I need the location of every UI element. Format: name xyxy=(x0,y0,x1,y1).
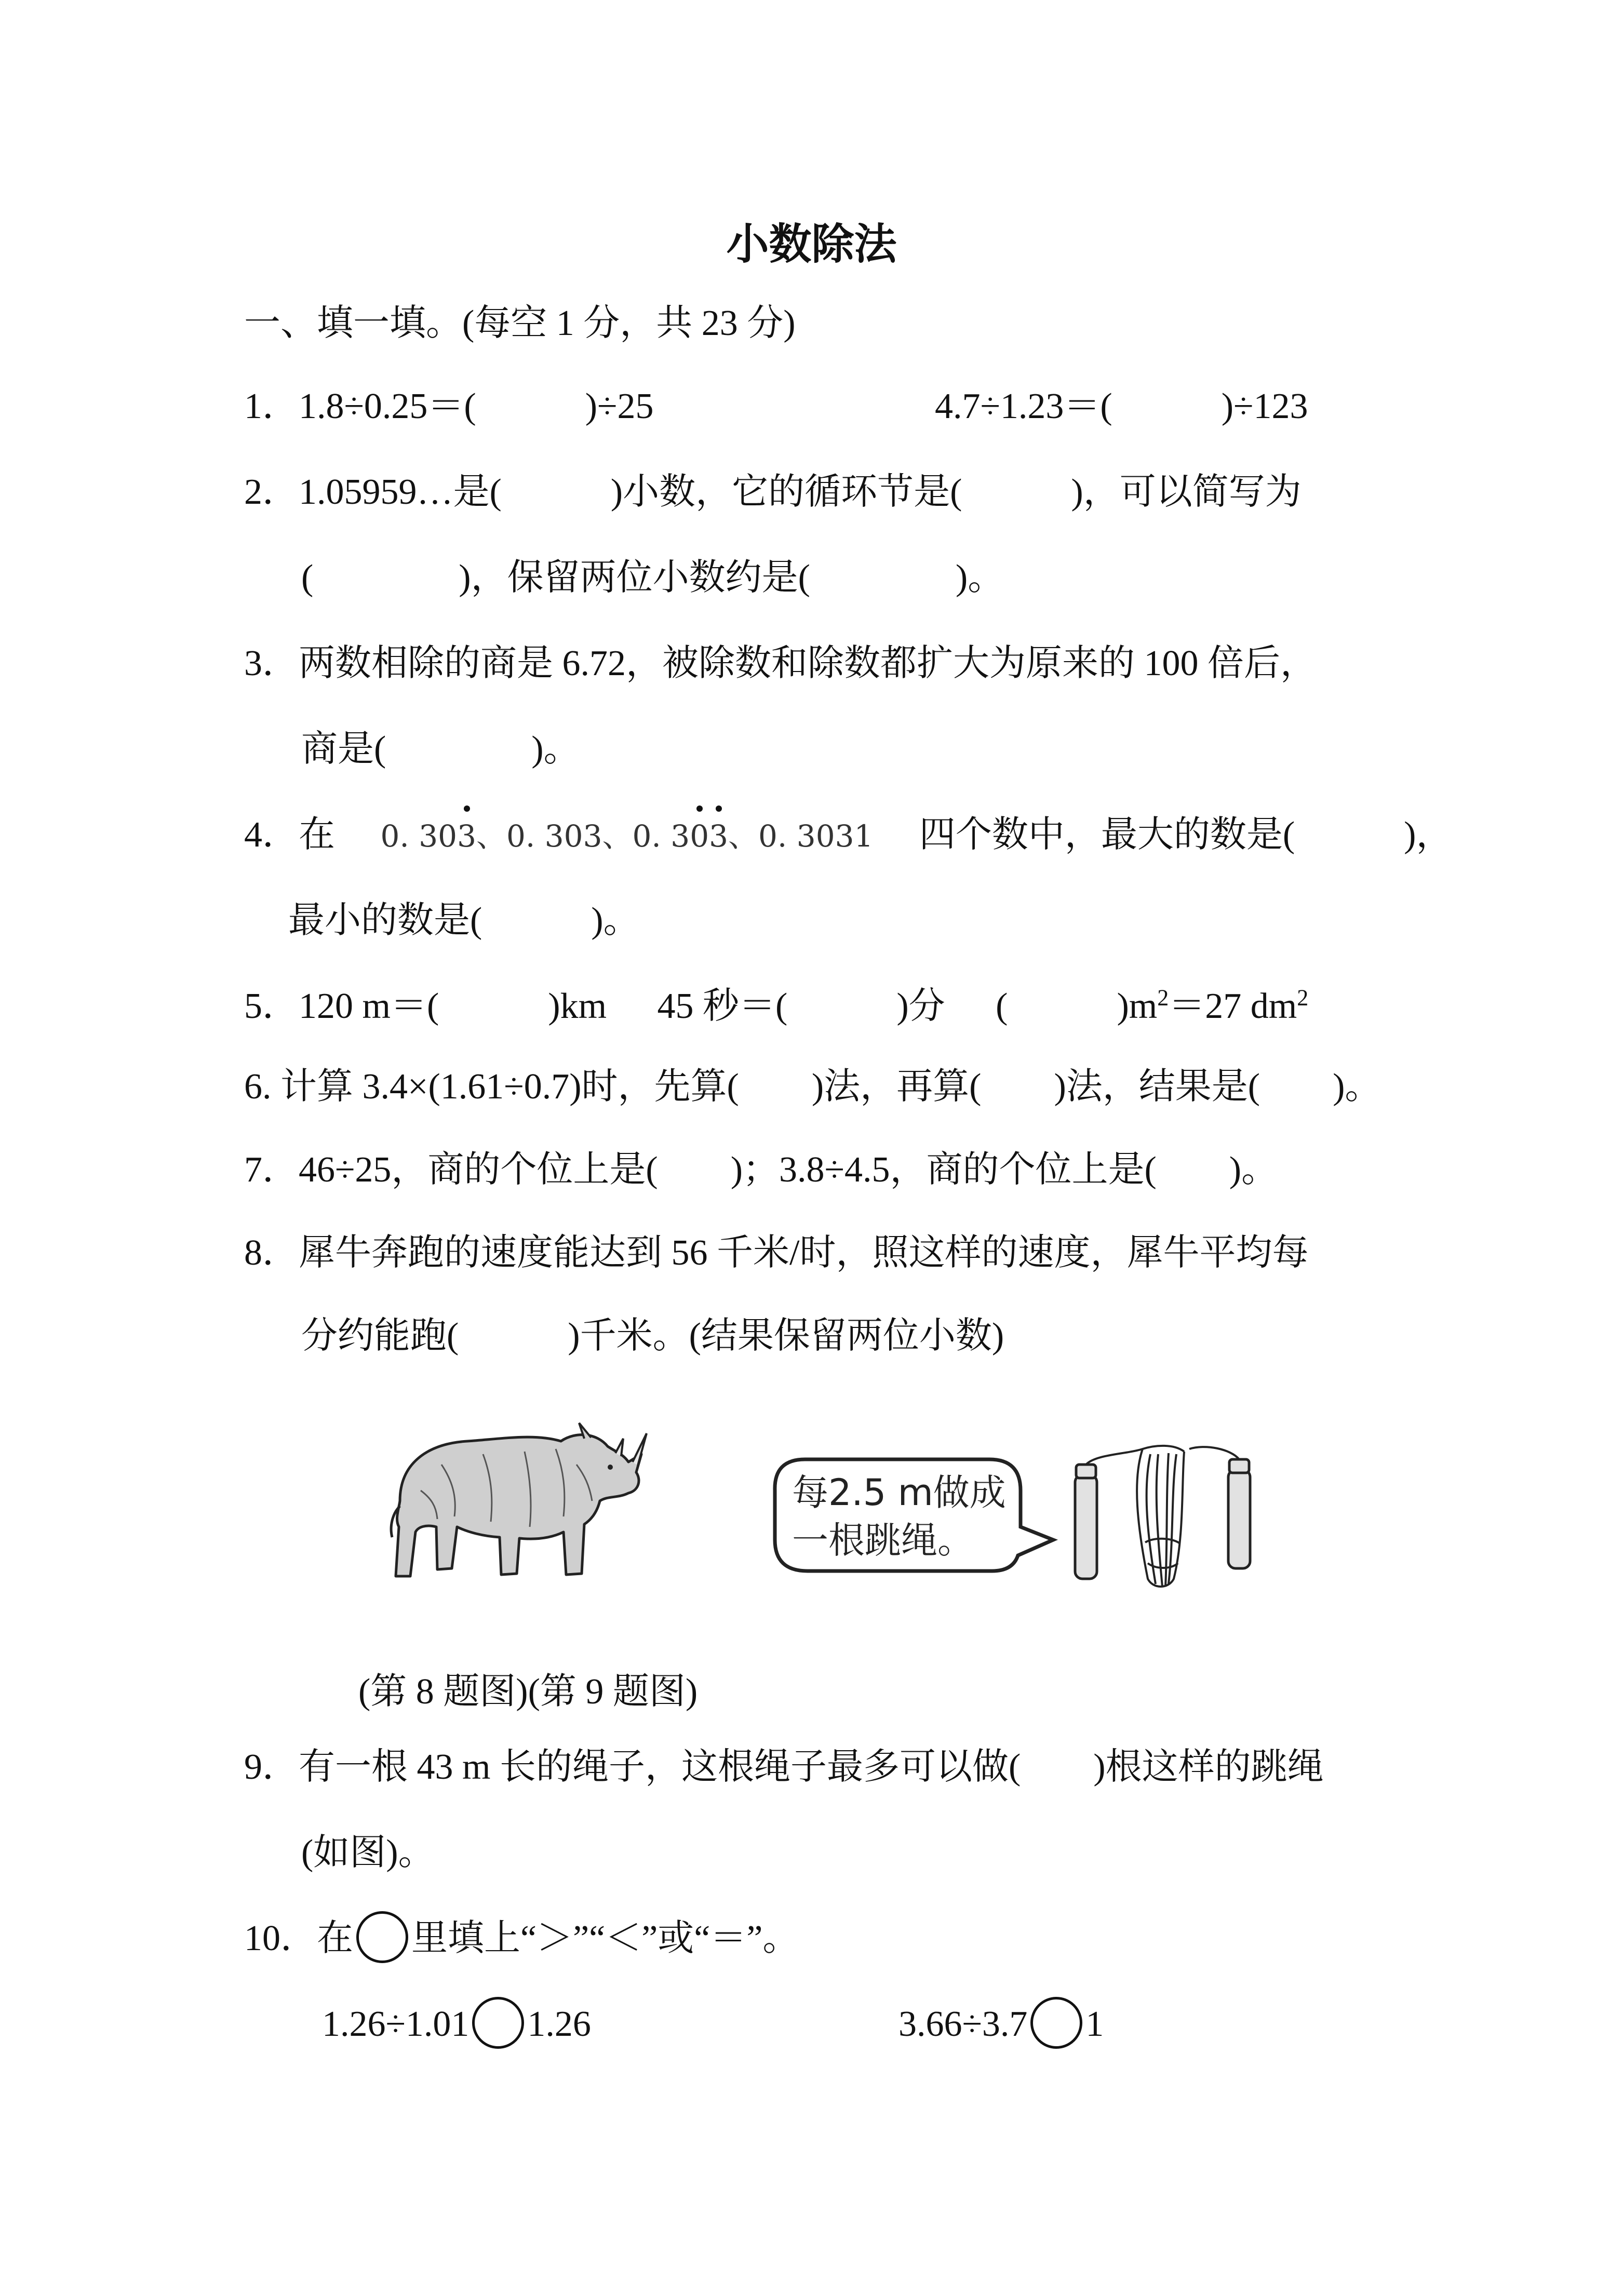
comparison-b xyxy=(898,2002,1104,2049)
page-title: 小数除法 xyxy=(726,220,897,269)
question-2-line-2: ( )，保留两位小数约是( )。 xyxy=(301,558,1004,598)
repeat-dot-icon xyxy=(716,805,722,812)
separator: 、 xyxy=(476,818,506,854)
comparison-a-left: 1.26÷1.01 xyxy=(322,2004,470,2044)
question-3-line-1: 3．两数相除的商是 6.72，被除数和除数都扩大为原来的 100 倍后， xyxy=(244,643,1317,683)
question-10-suffix: 里填上“＞”“＜”或“＝”。 xyxy=(411,1918,799,1958)
question-5 xyxy=(244,984,1308,1029)
question-8-line-1: 8．犀牛奔跑的速度能达到 56 千米/时，照这样的速度，犀牛平均每 xyxy=(244,1233,1309,1273)
comparison-b-left: 3.66÷3.7 xyxy=(898,2004,1028,2044)
question-1-part-a: 1．1.8÷0.25＝( )÷25 xyxy=(244,386,654,426)
repeat-dot-icon xyxy=(696,805,703,812)
question-2-line-1: 2．1.05959…是( )小数，它的循环节是( )，可以简写为 xyxy=(244,472,1302,512)
rhinoceros-illustration xyxy=(379,1402,649,1600)
question-7: 7．46÷25，商的个位上是( )；3.8÷4.5，商的个位上是( )。 xyxy=(244,1150,1278,1190)
question-10-prefix: 10．在 xyxy=(244,1918,353,1958)
section-heading: 一、填一填。(每空 1 分，共 23 分) xyxy=(244,303,796,343)
comparison-b-right: 1 xyxy=(1085,2004,1104,2044)
question-5-part-c: ( )$m^2=27$ $dm^2$ xyxy=(996,985,1309,1026)
repeat-dot-icon xyxy=(464,805,470,812)
question-5-part-b: 45 秒＝( )分 xyxy=(657,986,945,1026)
comparison-a-right: 1.26 xyxy=(527,2004,591,2044)
question-4-prefix: 4．在 xyxy=(244,815,335,855)
number-2: 0. 303 xyxy=(506,818,602,854)
repeating-digit: 3 xyxy=(709,814,728,858)
separator: 、 xyxy=(728,818,759,854)
question-3-line-2: 商是( )。 xyxy=(301,729,580,769)
number-3-head: 0. 3 xyxy=(632,818,690,854)
jump-rope-icon xyxy=(1065,1433,1262,1605)
repeating-digit: 3 xyxy=(457,814,476,858)
speech-bubble xyxy=(769,1444,1059,1594)
comparison-b-circle[interactable] xyxy=(1030,1997,1082,2049)
question-8-line-2: 分约能跑( )千米。(结果保留两位小数) xyxy=(301,1316,1004,1356)
bubble-line-1: 每2.5 m做成 xyxy=(792,1471,1006,1514)
comparison-a-circle[interactable] xyxy=(472,1997,524,2049)
number-4: 0. 3031 xyxy=(758,818,874,854)
decimal-list xyxy=(381,818,883,854)
question-1-part-b: 4.7÷1.23＝( )÷123 xyxy=(935,386,1308,426)
repeating-digit: 0 xyxy=(690,814,709,858)
bubble-line-2: 一根跳绳。 xyxy=(792,1519,974,1562)
question-6: 6. 计算 3.4×(1.61÷0.7)时，先算( )法，再算( )法，结果是( )。 xyxy=(244,1067,1381,1107)
question-4-line-2: 最小的数是( )。 xyxy=(288,901,640,941)
question-4-line-1 xyxy=(244,813,1452,858)
question-5-part-a: 5．120 m＝( )km xyxy=(244,986,607,1026)
question-9-line-2: (如图)。 xyxy=(301,1833,435,1873)
answer-circle-icon xyxy=(356,1911,408,1963)
question-10 xyxy=(244,1916,799,1963)
comparison-a xyxy=(322,2002,591,2049)
number-1-head: 0. 30 xyxy=(380,818,458,854)
question-4-suffix: 四个数中，最大的数是( )， xyxy=(919,815,1453,855)
figure-caption: (第 8 题图)(第 9 题图) xyxy=(358,1672,698,1712)
question-9-line-1: 9．有一根 43 m 长的绳子，这根绳子最多可以做( )根这样的跳绳 xyxy=(244,1747,1324,1787)
separator: 、 xyxy=(602,818,633,854)
